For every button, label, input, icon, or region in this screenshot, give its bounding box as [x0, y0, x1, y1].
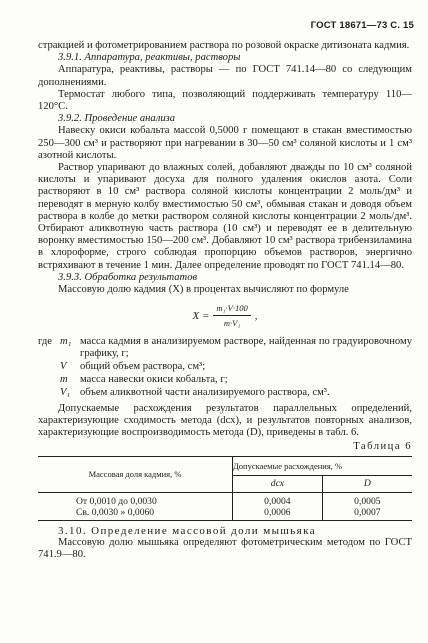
table-6: [38, 456, 412, 521]
formula-fraction: [213, 302, 250, 329]
section-3-9-3-paragraph-2: Допускаемые расхождения результатов параллельных определений, характеризующие сходимость метода (dсх), и результатов повторных анализов, характеризующие воспроизводимость метода (D), приведены в табл. 6.: [38, 402, 412, 439]
section-3-9-1-thermostat: Термостат любого типа, позволяющий поддерживать температуру 110—120°С.: [38, 88, 412, 113]
legend-symbol: m₁: [60, 335, 72, 347]
section-3-9-1-title: 3.9.1. Аппаратура, реактивы, растворы: [58, 52, 241, 64]
table-cell-dcx: 0,0006: [232, 507, 322, 521]
page-header: ГОСТ 18671—73 С. 15: [310, 20, 414, 31]
document-body: [38, 40, 412, 562]
table-header-mass-fraction: Массовая доля кадмия, %: [38, 456, 232, 492]
table-header-group: Допускаемые расхождения, %: [232, 456, 412, 475]
legend-symbol: V: [60, 361, 67, 373]
table-cell-d: 0,0007: [322, 507, 412, 521]
legend-text: масса навески окиси кобальта, г;: [80, 374, 228, 386]
table-header-d: D: [322, 475, 412, 492]
legend-row-m1: [38, 336, 412, 360]
legend-symbol: V₁: [60, 387, 71, 399]
formula-tail: ,: [254, 309, 258, 322]
where-label: где: [38, 335, 52, 347]
legend-text: объем аликвотной части анализируемого раствора, см³.: [80, 387, 330, 399]
formula-denominator: m·V₁: [223, 318, 241, 329]
formula-numerator: m₁·V·100: [213, 302, 250, 316]
legend-text: масса кадмия в анализируемом растворе, найденная по градуировочному графику, г;: [80, 335, 412, 359]
legend-symbol: m: [60, 374, 68, 386]
section-3-9-2-paragraph-2: Раствор упаривают до влажных солей, добавляют дважды по 10 см³ соляной кислоты и упаривают досуха для полного удаления окислов азота. Соли растворяют в 10 см³ раствора соляной кислоты концентрации 2 моль/дм³ и переводят в мерную колбу вместимостью 50 см³, обмывая стакан и доводя объем раствора в колбе до метки раствором соляной кислоты концентрации 2 моль/дм³. Отбирают аликвотную часть раствора (10 см³) и переводят ее в делительную воронку вместимостью 150—200 см³. Добавляют 10 см³ раствора трибензиламина в хлороформе, строго соблюдая пропорцию объемов растворов, энергично встряхивают в течение 1 мин. Далее определение проводят по ГОСТ 741.14—80.: [38, 162, 412, 271]
section-3-9-2-title: 3.9.2. Проведение анализа: [58, 113, 176, 125]
intro-paragraph: стракцией и фотометрированием раствора по розовой окраске дитизоната кадмия.: [38, 40, 410, 51]
table-cell-dcx: 0,0004: [232, 492, 322, 507]
legend-row-m: [38, 374, 412, 386]
table-cell-range: Св. 0,0030 » 0,0060: [38, 507, 232, 521]
section-3-10-text: Массовую долю мышьяка определяют фотометрическим методом по ГОСТ 741.9—80.: [38, 537, 412, 561]
table-row: [38, 492, 412, 507]
formula: [38, 302, 412, 329]
table-cell-d: 0,0005: [354, 495, 381, 507]
section-3-9-1-text: Аппаратура, реактивы, растворы — по ГОСТ 741.14—80 со следующим дополнениями.: [38, 64, 412, 88]
table-header-dcx: dсх: [232, 475, 322, 492]
table-caption: Таблица 6: [353, 441, 412, 453]
section-3-9-3-paragraph-1: Массовую долю кадмия (X) в процентах вычисляют по формуле: [58, 284, 349, 296]
table-cell-range: От 0,0010 до 0,0030: [38, 492, 232, 507]
section-3-9-2-paragraph-1: Навеску окиси кобальта массой 0,5000 г помещают в стакан вместимостью 250—300 см³ и растворяют при нагревании в 30—50 см³ соляной кислоты и 1 см³ азотной кислоты.: [38, 125, 412, 161]
section-3-9-3-title: 3.9.3. Обработка результатов: [58, 271, 198, 283]
section-3-10-title: 3.10. Определение массовой доли мышьяка: [58, 524, 316, 537]
table-row: [38, 507, 412, 521]
legend-text: общий объем раствора, см³;: [80, 361, 206, 373]
legend-row-v: [38, 361, 412, 373]
legend-row-v1: [38, 387, 412, 399]
formula-lhs: X =: [192, 309, 210, 322]
